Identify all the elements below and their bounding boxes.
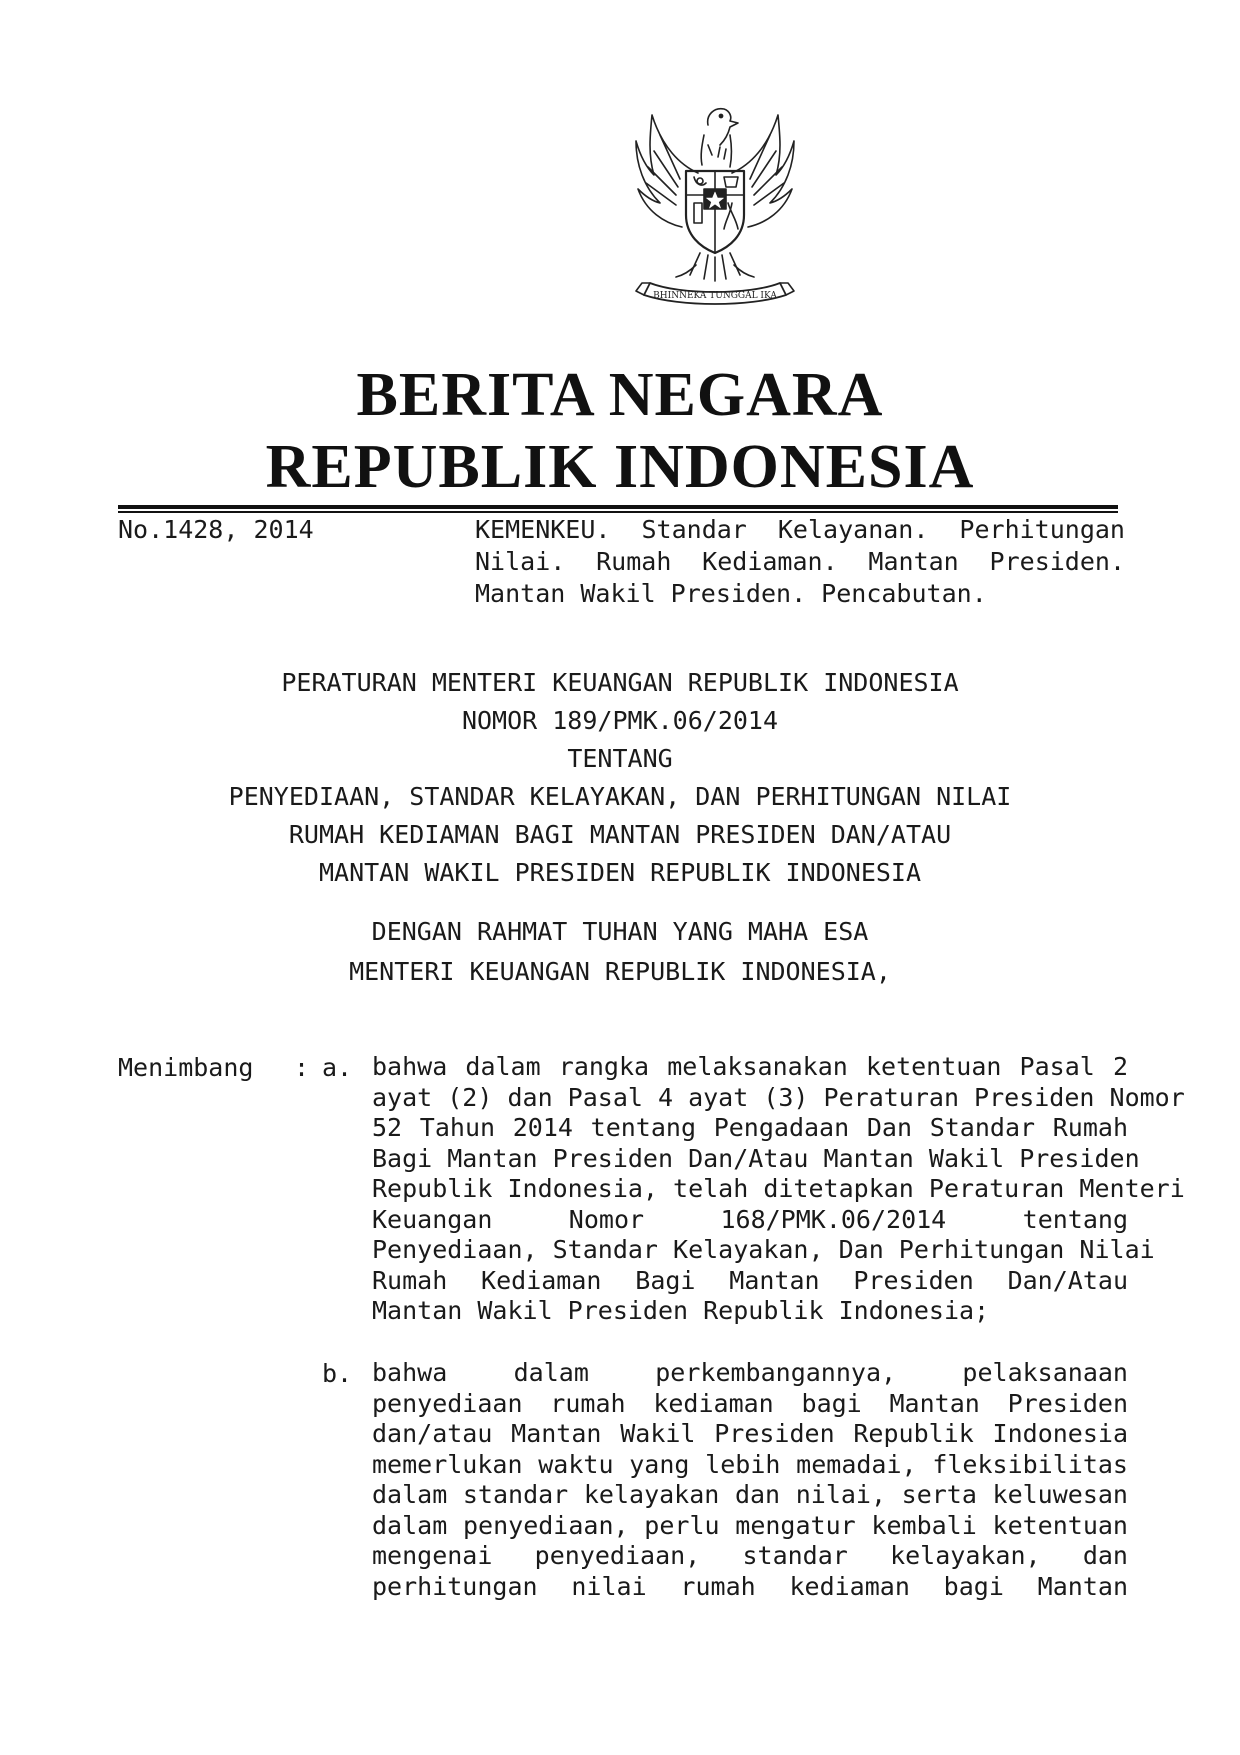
item-line: Bagi Mantan Presiden Dan/Atau Mantan Wakil Presiden xyxy=(372,1143,1140,1173)
item-line: penyediaan rumah kediaman bagi Mantan Presiden xyxy=(372,1388,1128,1418)
item-line: Mantan Wakil Presiden Republik Indonesia; xyxy=(372,1296,990,1325)
regulation-subject-line: PENYEDIAAN, STANDAR KELAYAKAN, DAN PERHITUNGAN NILAI xyxy=(228,782,1012,811)
item-line: Penyediaan, Standar Kelayakan, Dan Perhitungan Nilai xyxy=(372,1235,1155,1264)
gazette-title: BERITA NEGARA xyxy=(356,361,884,429)
item-line: mengenai penyediaan, standar kelayakan, dan xyxy=(372,1541,1128,1570)
item-line: memerlukan waktu yang lebih memadai, fleksibilitas xyxy=(372,1449,1128,1479)
subject-line: Mantan Wakil Presiden. Pencabutan. xyxy=(475,579,987,608)
regulation-subject-line: MANTAN WAKIL PRESIDEN REPUBLIK INDONESIA xyxy=(318,858,922,887)
item-line: dalam standar kelayakan dan nilai, serta keluwesan xyxy=(372,1480,1128,1509)
item-line: Republik Indonesia, telah ditetapkan Peraturan Menteri xyxy=(372,1174,1185,1203)
item-line: bahwa dalam rangka melaksanakan ketentuan Pasal 2 xyxy=(372,1052,1128,1081)
item-line: perhitungan nilai rumah kediaman bagi Mantan xyxy=(372,1571,1128,1601)
preamble xyxy=(0,912,1240,992)
item-line: 52 Tahun 2014 tentang Pengadaan Dan Standar Rumah xyxy=(372,1113,1128,1142)
gazette-subtitle: REPUBLIK INDONESIA xyxy=(265,433,975,501)
gazette-number: No.1428, 2014 xyxy=(118,515,314,544)
menimbang-label: Menimbang xyxy=(118,1053,254,1082)
emblem-motto: BHINNEKA TUNGGAL IKA xyxy=(653,291,777,301)
item-line: dalam penyediaan, perlu mengatur kembali ketentuan xyxy=(372,1510,1128,1540)
preamble-line: DENGAN RAHMAT TUHAN YANG MAHA ESA xyxy=(371,917,869,946)
item-line: Rumah Kediaman Bagi Mantan Presiden Dan/Atau xyxy=(372,1265,1128,1295)
regulation-subject-line: RUMAH KEDIAMAN BAGI MANTAN PRESIDEN DAN/ATAU xyxy=(288,820,952,849)
header-rule-thin xyxy=(118,511,1118,513)
menimbang-item-a xyxy=(372,1052,1185,1327)
item-line: dan/atau Mantan Wakil Presiden Republik Indonesia xyxy=(372,1419,1128,1448)
gazette-subject xyxy=(475,514,1125,610)
subject-line: Nilai. Rumah Kediaman. Mantan Presiden. xyxy=(475,547,1125,576)
menimbang-colon: : xyxy=(294,1053,310,1082)
regulation-number: NOMOR 189/PMK.06/2014 xyxy=(461,706,779,735)
garuda-pancasila-emblem-icon xyxy=(620,95,810,310)
regulation-heading xyxy=(0,664,1240,892)
item-line: ayat (2) dan Pasal 4 ayat (3) Peraturan Presiden Nomor xyxy=(372,1082,1185,1112)
header-rule-thick xyxy=(118,505,1118,509)
item-marker-b: b. xyxy=(322,1359,353,1388)
item-line: Keuangan Nomor 168/PMK.06/2014 tentang xyxy=(372,1204,1128,1234)
regulation-about: TENTANG xyxy=(567,744,673,773)
item-line: bahwa dalam perkembangannya, pelaksanaan xyxy=(372,1358,1128,1387)
menimbang-item-b xyxy=(372,1358,1128,1602)
preamble-line: MENTERI KEUANGAN REPUBLIK INDONESIA, xyxy=(349,957,891,986)
regulation-title: PERATURAN MENTERI KEUANGAN REPUBLIK INDONESIA xyxy=(281,668,959,697)
item-marker-a: a. xyxy=(322,1053,353,1082)
subject-line: KEMENKEU. Standar Kelayanan. Perhitungan xyxy=(475,515,1125,544)
